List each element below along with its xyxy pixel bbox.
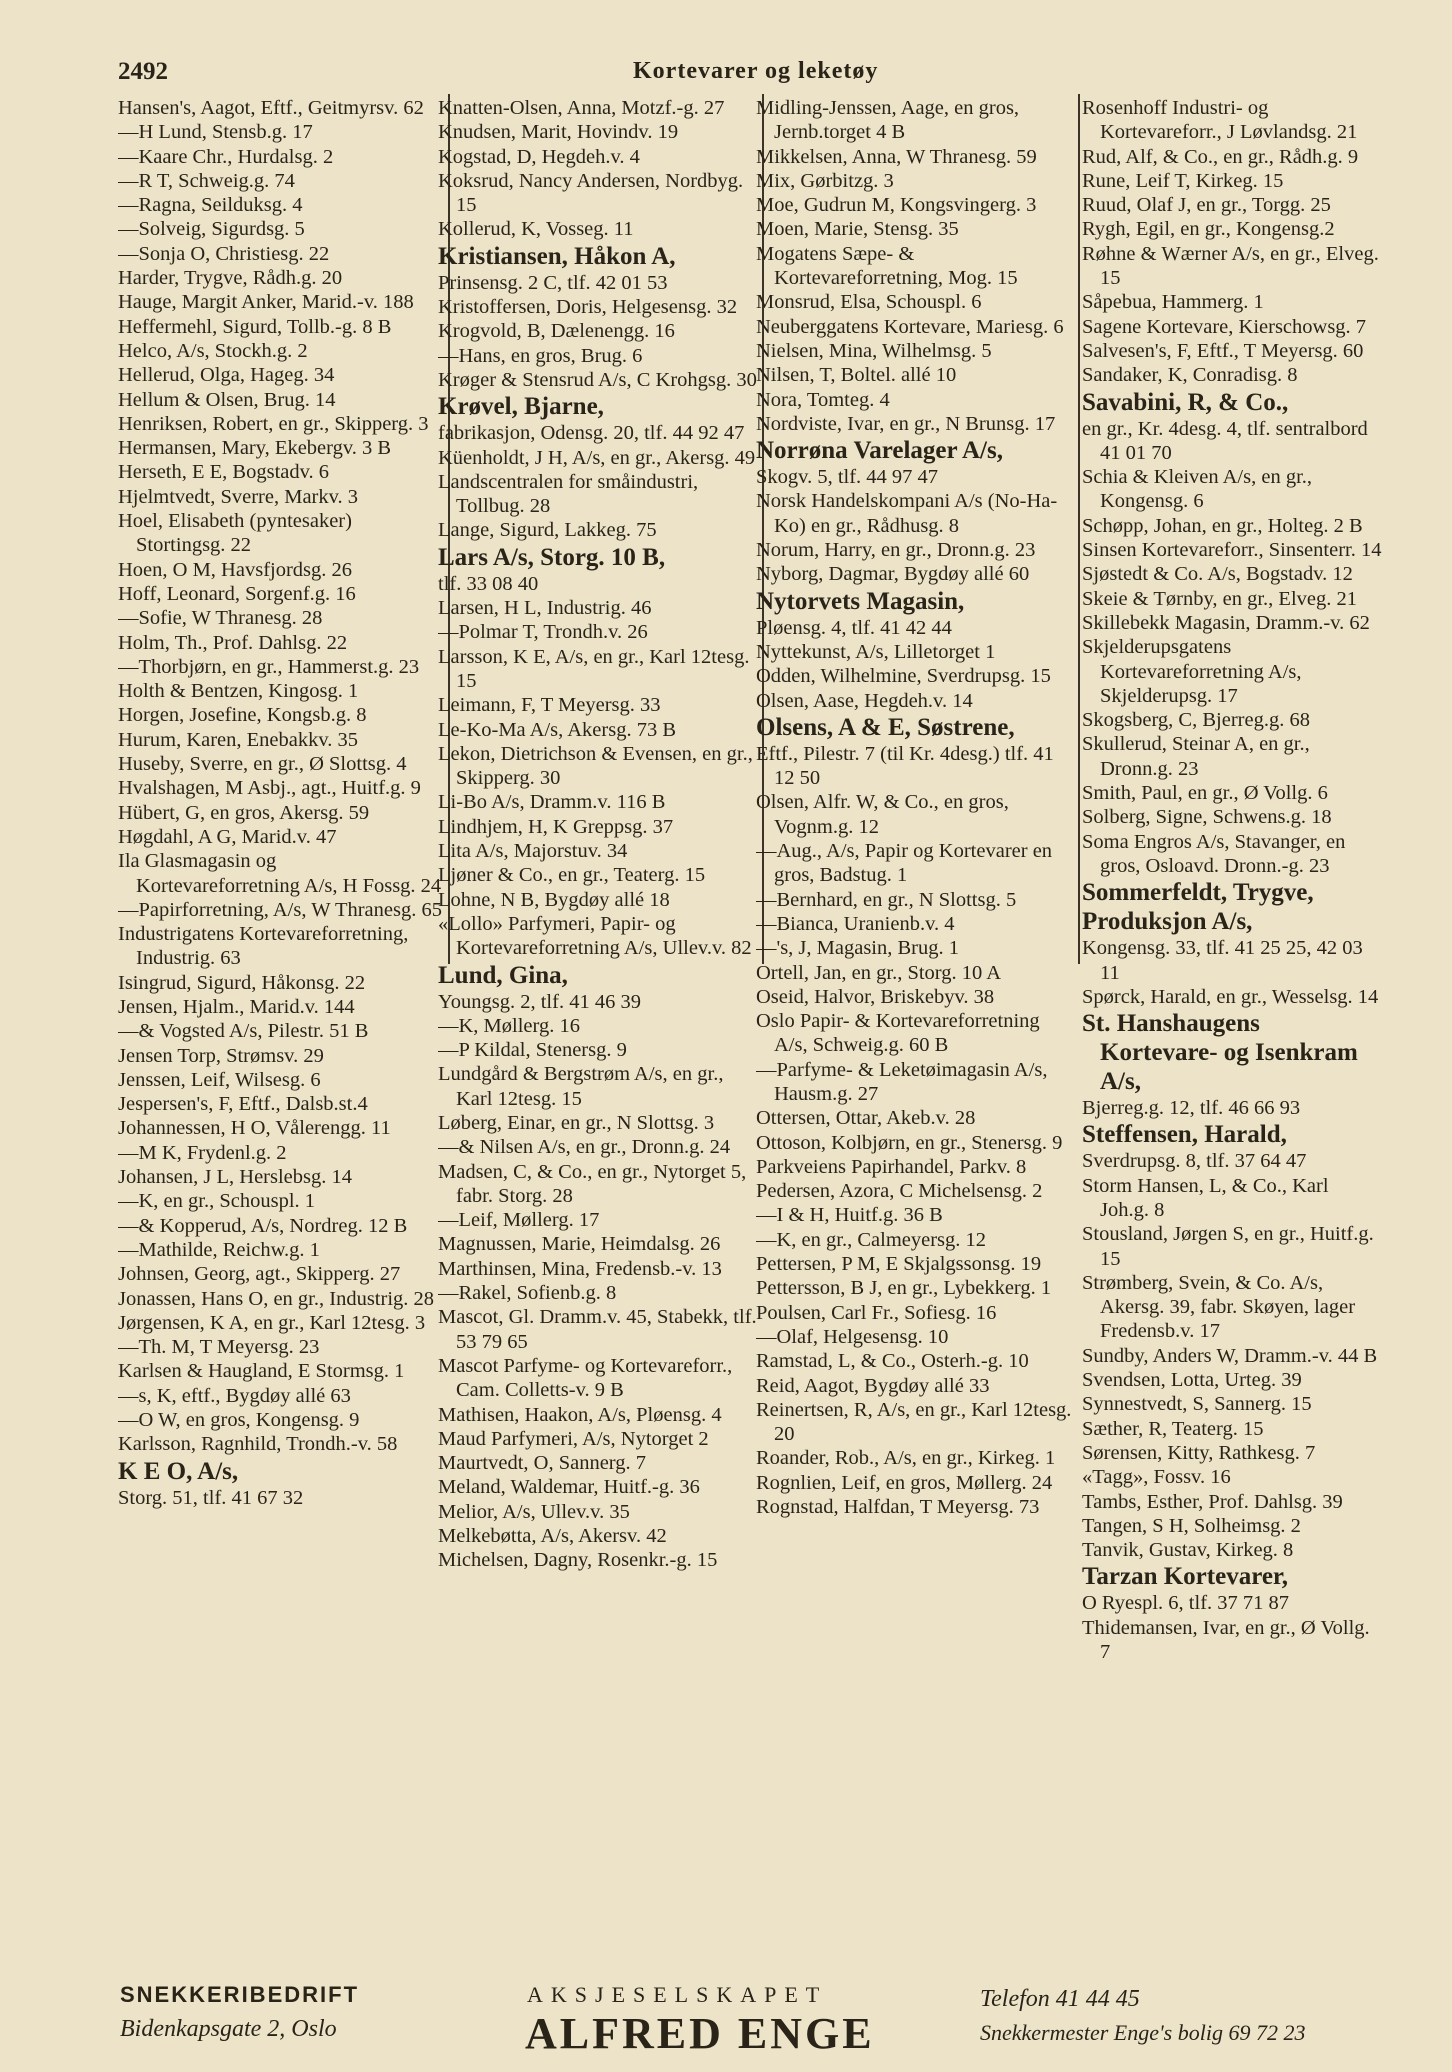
directory-entry: Nora, Tomteg. 4	[756, 388, 890, 411]
directory-entry: Maurtvedt, O, Sannerg. 7	[438, 1452, 647, 1475]
directory-entry: O Ryespl. 6, tlf. 37 71 87	[1082, 1592, 1290, 1615]
directory-entry: Spørck, Harald, en gr., Wesselsg. 14	[1082, 985, 1379, 1008]
directory-entry: Lekon, Dietrichson & Evensen, en gr., Skipperg. 30	[438, 742, 753, 790]
directory-entry: Lita A/s, Majorstuv. 34	[438, 840, 628, 863]
directory-entry: Sinsen Kortevareforr., Sinsenterr. 14	[1082, 539, 1382, 562]
directory-entry: —I & H, Huitf.g. 36 B	[756, 1204, 943, 1227]
directory-entry: Li-Bo A/s, Dramm.v. 116 B	[438, 791, 666, 814]
directory-entry: Hellum & Olsen, Brug. 14	[118, 388, 336, 411]
directory-entry: Ortell, Jan, en gr., Storg. 10 A	[756, 961, 1002, 984]
ad-company-name: ALFRED ENGE	[525, 2009, 875, 2058]
directory-entry: Ila Glasmagasin og Kortevareforretning A/s, H Fossg. 24	[118, 850, 442, 897]
directory-entry: Larsen, H L, Industrig. 46	[438, 597, 652, 620]
directory-entry: Lohne, N B, Bygdøy allé 18	[438, 888, 670, 911]
directory-entry: —Parfyme- & Leketøimagasin A/s, Hausm.g. 27	[756, 1058, 1048, 1105]
directory-entry: Leimann, F, T Meyersg. 33	[438, 694, 661, 717]
directory-entry: —s, K, eftf., Bygdøy allé 63	[118, 1384, 351, 1407]
directory-entry: Mascot Parfyme- og Kortevareforr., Cam. Colletts-v. 9 B	[438, 1354, 733, 1402]
directory-entry: Produksjon A/s,	[1082, 908, 1253, 936]
directory-entry: Holth & Bentzen, Kingosg. 1	[118, 680, 359, 703]
directory-entry: —Mathilde, Reichw.g. 1	[118, 1238, 320, 1261]
directory-entry: Magnussen, Marie, Heimdalsg. 26	[438, 1233, 721, 1256]
directory-entry: Sagene Kortevare, Kierschowsg. 7	[1082, 315, 1367, 338]
directory-entry: Nielsen, Mina, Wilhelmsg. 5	[756, 339, 992, 362]
directory-entry: Nilsen, T, Boltel. allé 10	[756, 364, 957, 387]
directory-entry: Moe, Gudrun M, Kongsvingerg. 3	[756, 194, 1037, 217]
directory-entry: Karlsen & Haugland, E Stormsg. 1	[118, 1360, 405, 1383]
directory-entry: Mathisen, Haakon, A/s, Pløensg. 4	[438, 1403, 722, 1426]
directory-entry: —Thorbjørn, en gr., Hammerst.g. 23	[118, 655, 420, 678]
directory-entry: Skjelderupsgatens Kortevareforretning A/s, Skjelderupsg. 17	[1082, 636, 1302, 707]
directory-entry: —Sonja O, Christiesg. 22	[118, 242, 330, 265]
directory-entry: Norum, Harry, en gr., Dronn.g. 23	[756, 539, 1036, 562]
directory-entry: Melkebøtta, A/s, Akersv. 42	[438, 1525, 667, 1548]
directory-entry: Reid, Aagot, Bygdøy allé 33	[756, 1374, 990, 1397]
directory-entry: Lars A/s, Storg. 10 B,	[438, 543, 666, 571]
directory-entry: —P Kildal, Stenersg. 9	[438, 1039, 627, 1062]
directory-entry: Jespersen's, F, Eftf., Dalsb.st.4	[118, 1093, 368, 1116]
directory-entry: Sandaker, K, Conradisg. 8	[1082, 364, 1298, 387]
directory-entry: —M K, Frydenl.g. 2	[118, 1141, 287, 1164]
directory-entry: Huseby, Sverre, en gr., Ø Slottsg. 4	[118, 753, 407, 776]
directory-entry: Ottoson, Kolbjørn, en gr., Stenersg. 9	[756, 1131, 1063, 1154]
directory-entry: Tanvik, Gustav, Kirkeg. 8	[1082, 1539, 1294, 1562]
directory-entry: Strømberg, Svein, & Co. A/s, Akersg. 39, fabr. Skøyen, lager Fredensb.v. 17	[1082, 1271, 1356, 1343]
directory-entry: Kristoffersen, Doris, Helgesensg. 32	[438, 296, 738, 319]
directory-entry: Odden, Wilhelmine, Sverdrupsg. 15	[756, 665, 1051, 688]
directory-entry: Hansen's, Aagot, Eftf., Geitmyrsv. 62	[118, 97, 424, 119]
page-number: 2492	[118, 58, 168, 85]
directory-entry: Ottersen, Ottar, Akeb.v. 28	[756, 1107, 976, 1130]
directory-entry: «Lollo» Parfymeri, Papir- og Kortevareforretning A/s, Ullev.v. 82	[438, 912, 752, 960]
page-title: Kortevarer og leketøy	[633, 58, 879, 84]
directory-entry: —Hans, en gros, Brug. 6	[438, 344, 643, 367]
directory-entry: Ljøner & Co., en gr., Teaterg. 15	[438, 864, 706, 887]
directory-entry: Henriksen, Robert, en gr., Skipperg. 3	[118, 412, 429, 435]
directory-entry: Larsson, K E, A/s, en gr., Karl 12tesg. 15	[438, 645, 750, 692]
directory-entry: Herseth, E E, Bogstadv. 6	[118, 461, 330, 484]
directory-entry: Pettersson, B J, en gr., Lybekkerg. 1	[756, 1277, 1052, 1300]
directory-entry: Rognstad, Halfdan, T Meyersg. 73	[756, 1496, 1040, 1519]
directory-entry: Krøger & Stensrud A/s, C Krohgsg. 30	[438, 368, 757, 391]
directory-entry: Rognlien, Leif, en gros, Møllerg. 24	[756, 1471, 1053, 1494]
directory-entry: —Ragna, Seilduksg. 4	[118, 194, 303, 217]
directory-entry: St. Hanshaugens Kortevare- og Isenkram A/s,	[1082, 1010, 1358, 1096]
directory-entry: Schøpp, Johan, en gr., Holteg. 2 B	[1082, 514, 1363, 537]
directory-entry: —Bianca, Uranienb.v. 4	[756, 912, 955, 935]
directory-entry: Le-Ko-Ma A/s, Akersg. 73 B	[438, 718, 677, 741]
directory-entry: Solberg, Signe, Schwens.g. 18	[1082, 806, 1332, 829]
directory-entry: Knudsen, Marit, Hovindv. 19	[438, 121, 679, 144]
directory-entry: Ruud, Olaf J, en gr., Torgg. 25	[1082, 194, 1331, 217]
directory-entry: —K, en gr., Calmeyersg. 12	[756, 1228, 987, 1251]
directory-entry: Storm Hansen, L, & Co., Karl Joh.g. 8	[1082, 1174, 1329, 1221]
directory-entry: Jørgensen, K A, en gr., Karl 12tesg. 3	[118, 1311, 426, 1334]
directory-entry: Synnestvedt, S, Sannerg. 15	[1082, 1393, 1312, 1416]
directory-entry: Jensen Torp, Strømsv. 29	[118, 1044, 324, 1067]
directory-entry: Hübert, G, en gros, Akersg. 59	[118, 801, 370, 824]
directory-entry: Mikkelsen, Anna, W Thranesg. 59	[756, 145, 1037, 168]
directory-entry: Nordviste, Ivar, en gr., N Brunsg. 17	[756, 412, 1056, 435]
directory-entry: Melior, A/s, Ullev.v. 35	[438, 1500, 630, 1523]
directory-entry: Olsens, A & E, Søstrene,	[756, 713, 1015, 741]
ad-home-phone: Snekkermester Enge's bolig 69 72 23	[980, 2020, 1306, 2045]
directory-entry: en gr., Kr. 4desg. 4, tlf. sentralbord 41 01 70	[1082, 417, 1368, 464]
directory-entry: Sørensen, Kitty, Rathkesg. 7	[1082, 1441, 1316, 1464]
directory-entry: Smith, Paul, en gr., Ø Vollg. 6	[1082, 782, 1328, 805]
directory-entry: Hauge, Margit Anker, Marid.-v. 188	[118, 291, 414, 314]
directory-column-2	[438, 96, 758, 1966]
directory-entry: Johnsen, Georg, agt., Skipperg. 27	[118, 1263, 401, 1286]
directory-entry: Mascot, Gl. Dramm.v. 45, Stabekk, tlf. 53 79 65	[438, 1306, 757, 1353]
directory-entry: Norrøna Varelager A/s,	[756, 437, 1003, 465]
directory-entry: Kristiansen, Håkon A,	[438, 242, 676, 270]
directory-entry: Industrigatens Kortevareforretning, Industrig. 63	[118, 923, 409, 970]
directory-column-3	[756, 96, 1074, 1966]
ad-company-form: AKSJESELSKAPET	[527, 1982, 828, 2007]
directory-entry: Skullerud, Steinar A, en gr., Dronn.g. 23	[1082, 733, 1310, 780]
directory-entry: Kogstad, D, Hegdeh.v. 4	[438, 145, 640, 168]
directory-entry: Midling-Jenssen, Aage, en gros, Jernb.torget 4 B	[756, 97, 1020, 144]
directory-entry: Krogvold, B, Dælenengg. 16	[438, 320, 675, 343]
page-header	[118, 58, 1328, 92]
directory-entry: Schia & Kleiven A/s, en gr., Kongensg. 6	[1082, 466, 1313, 513]
ad-phone: Telefon 41 44 45	[980, 1986, 1140, 2012]
directory-entry: Rosenhoff Industri- og Kortevareforr., J Løvlandsg. 21	[1082, 97, 1358, 144]
directory-entry: Salvesen's, F, Eftf., T Meyersg. 60	[1082, 339, 1364, 362]
directory-entry: Monsrud, Elsa, Schouspl. 6	[756, 291, 982, 314]
directory-entry: Moen, Marie, Stensg. 35	[756, 218, 959, 241]
directory-entry: Tarzan Kortevarer,	[1082, 1563, 1288, 1591]
directory-entry: Madsen, C, & Co., en gr., Nytorget 5, fabr. Storg. 28	[438, 1160, 747, 1207]
directory-entry: Helco, A/s, Stockh.g. 2	[118, 339, 308, 362]
directory-entry: Lundgård & Bergstrøm A/s, en gr., Karl 12tesg. 15	[438, 1063, 724, 1110]
directory-entry: Lindhjem, H, K Greppsg. 37	[438, 815, 674, 838]
directory-entry: Hellerud, Olga, Hageg. 34	[118, 364, 335, 387]
directory-column-4	[1082, 96, 1382, 1966]
directory-entry: —R T, Schweig.g. 74	[118, 169, 295, 192]
directory-entry: fabrikasjon, Odensg. 20, tlf. 44 92 47	[438, 422, 745, 445]
directory-entry: Oslo Papir- & Kortevareforretning A/s, Schweig.g. 60 B	[756, 1010, 1040, 1057]
directory-entry: Youngsg. 2, tlf. 41 46 39	[438, 990, 641, 1013]
directory-entry: Meland, Waldemar, Huitf.-g. 36	[438, 1476, 700, 1499]
directory-entry: Harder, Trygve, Rådh.g. 20	[118, 267, 343, 290]
directory-entry: Oseid, Halvor, Briskebyv. 38	[756, 985, 995, 1008]
directory-entry: Michelsen, Dagny, Rosenkr.-g. 15	[438, 1549, 718, 1572]
directory-entry: Koksrud, Nancy Andersen, Nordbyg. 15	[438, 169, 744, 217]
directory-entry: «Tagg», Fossv. 16	[1082, 1466, 1231, 1489]
directory-entry: Johannessen, H O, Vålerengg. 11	[118, 1117, 391, 1140]
directory-entry: Hvalshagen, M Asbj., agt., Huitf.g. 9	[118, 777, 421, 800]
directory-entry: Sjøstedt & Co. A/s, Bogstadv. 12	[1082, 563, 1353, 586]
directory-entry: Jonassen, Hans O, en gr., Industrig. 28	[118, 1287, 435, 1310]
directory-entry: Neuberggatens Kortevare, Mariesg. 6	[756, 315, 1064, 338]
directory-entry: Horgen, Josefine, Kongsb.g. 8	[118, 704, 367, 727]
directory-entry: Løberg, Einar, en gr., N Slottsg. 3	[438, 1111, 715, 1134]
directory-entry: Reinertsen, R, A/s, en gr., Karl 12tesg. 20	[756, 1398, 1072, 1446]
directory-entry: Sverdrupsg. 8, tlf. 37 64 47	[1082, 1150, 1307, 1173]
directory-entry: —Bernhard, en gr., N Slottsg. 5	[756, 888, 1017, 911]
directory-entry: Savabini, R, & Co.,	[1082, 388, 1289, 416]
directory-entry: Maud Parfymeri, A/s, Nytorget 2	[438, 1427, 709, 1450]
directory-column-1	[118, 96, 443, 1966]
directory-entry: tlf. 33 08 40	[438, 572, 539, 595]
directory-entry: Røhne & Wærner A/s, en gr., Elveg. 15	[1082, 242, 1379, 290]
directory-entry: Kollerud, K, Vosseg. 11	[438, 218, 634, 241]
directory-entry: Prinsensg. 2 C, tlf. 42 01 53	[438, 271, 668, 294]
directory-entry: Nyttekunst, A/s, Lilletorget 1	[756, 640, 996, 663]
ad-business-type: SNEKKERIBEDRIFT	[120, 1982, 360, 2007]
directory-entry: Olsen, Alfr. W, & Co., en gros, Vognm.g. 12	[756, 791, 1009, 838]
directory-entry: Lund, Gina,	[438, 961, 568, 989]
directory-entry: —Aug., A/s, Papir og Kortevarer en gros, Badstug. 1	[756, 840, 1053, 887]
directory-entry: Hoel, Elisabeth (pyntesaker) Stortingsg. 22	[118, 510, 352, 557]
directory-entry: —Papirforretning, A/s, W Thranesg. 65	[118, 898, 442, 921]
directory-entry: Tangen, S H, Solheimsg. 2	[1082, 1514, 1301, 1537]
directory-entry: Mix, Gørbitzg. 3	[756, 169, 894, 192]
directory-entry: —& Vogsted A/s, Pilestr. 51 B	[118, 1020, 369, 1043]
directory-entry: Rune, Leif T, Kirkeg. 15	[1082, 169, 1284, 192]
directory-entry: —Kaare Chr., Hurdalsg. 2	[118, 145, 334, 168]
directory-entry: Marthinsen, Mina, Fredensb.-v. 13	[438, 1257, 722, 1280]
directory-entry: Sommerfeldt, Trygve,	[1082, 879, 1314, 907]
directory-entry: —O W, en gros, Kongensg. 9	[118, 1409, 360, 1432]
directory-entry: Küenholdt, J H, A/s, en gr., Akersg. 49	[438, 446, 756, 469]
directory-entry: Thidemansen, Ivar, en gr., Ø Vollg. 7	[1082, 1616, 1370, 1664]
directory-entry: Sæther, R, Teaterg. 15	[1082, 1417, 1264, 1440]
directory-entry: Høgdahl, A G, Marid.v. 47	[118, 825, 337, 848]
directory-entry: —K, en gr., Schouspl. 1	[118, 1190, 316, 1213]
directory-entry: —'s, J, Magasin, Brug. 1	[756, 937, 959, 960]
directory-entry: —Rakel, Sofienb.g. 8	[438, 1282, 617, 1305]
directory-entry: Knatten-Olsen, Anna, Motzf.-g. 27	[438, 97, 725, 119]
directory-entry: Hermansen, Mary, Ekebergv. 3 B	[118, 437, 392, 460]
directory-entry: Hoff, Leonard, Sorgenf.g. 16	[118, 582, 356, 605]
directory-entry: —H Lund, Stensb.g. 17	[118, 121, 313, 144]
directory-entry: Bjerreg.g. 12, tlf. 46 66 93	[1082, 1097, 1301, 1120]
directory-entry: Hoen, O M, Havsfjordsg. 26	[118, 558, 353, 581]
directory-entry: Poulsen, Carl Fr., Sofiesg. 16	[756, 1301, 997, 1324]
directory-entry: Olsen, Aase, Hegdeh.v. 14	[756, 689, 973, 712]
directory-entry: Tambs, Esther, Prof. Dahlsg. 39	[1082, 1490, 1343, 1513]
directory-entry: —Leif, Møllerg. 17	[438, 1209, 600, 1232]
directory-entry: Steffensen, Harald,	[1082, 1121, 1287, 1149]
directory-entry: Heffermehl, Sigurd, Tollb.-g. 8 B	[118, 315, 392, 338]
directory-entry: Skogsberg, C, Bjerreg.g. 68	[1082, 709, 1310, 732]
directory-entry: —& Nilsen A/s, en gr., Dronn.g. 24	[438, 1136, 731, 1159]
directory-entry: —Sofie, W Thranesg. 28	[118, 607, 323, 630]
directory-entry: Storg. 51, tlf. 41 67 32	[118, 1486, 304, 1509]
advertisement-footer	[120, 1982, 1380, 2072]
directory-entry: Hurum, Karen, Enebakkv. 35	[118, 728, 359, 751]
directory-entry: Holm, Th., Prof. Dahlsg. 22	[118, 631, 348, 654]
directory-entry: Skillebekk Magasin, Dramm.-v. 62	[1082, 611, 1370, 634]
directory-entry: —Olaf, Helgesensg. 10	[756, 1325, 949, 1348]
directory-entry: Stousland, Jørgen S, en gr., Huitf.g. 15	[1082, 1223, 1374, 1270]
directory-entry: Skogv. 5, tlf. 44 97 47	[756, 466, 939, 489]
directory-entry: —Solveig, Sigurdsg. 5	[118, 218, 305, 241]
directory-entry: Lange, Sigurd, Lakkeg. 75	[438, 519, 657, 542]
directory-entry: Roander, Rob., A/s, en gr., Kirkeg. 1	[756, 1447, 1056, 1470]
directory-entry: Soma Engros A/s, Stavanger, en gros, Osloavd. Dronn.-g. 23	[1082, 830, 1346, 877]
directory-entry: Skeie & Tørnby, en gr., Elveg. 21	[1082, 587, 1357, 610]
ad-address: Bidenkapsgate 2, Oslo	[120, 2016, 337, 2042]
directory-entry: Sundby, Anders W, Dramm.-v. 44 B	[1082, 1344, 1378, 1367]
directory-entry: —K, Møllerg. 16	[438, 1014, 580, 1037]
directory-entry: Mogatens Sæpe- & Kortevareforretning, Mog. 15	[756, 242, 1018, 290]
directory-entry: Rygh, Egil, en gr., Kongensg.2	[1082, 218, 1335, 241]
directory-entry: Karlsson, Ragnhild, Trondh.-v. 58	[118, 1433, 398, 1456]
column-divider	[1078, 94, 1080, 964]
directory-entry: Ramstad, L, & Co., Osterh.-g. 10	[756, 1350, 1029, 1373]
directory-entry: K E O, A/s,	[118, 1457, 239, 1485]
directory-entry: Parkveiens Papirhandel, Parkv. 8	[756, 1155, 1027, 1178]
directory-entry: Pedersen, Azora, C Michelsensg. 2	[756, 1180, 1043, 1203]
directory-entry: Nyborg, Dagmar, Bygdøy allé 60	[756, 563, 1030, 586]
directory-entry: Rud, Alf, & Co., en gr., Rådh.g. 9	[1082, 145, 1359, 168]
directory-entry: Jensen, Hjalm., Marid.v. 144	[118, 995, 355, 1018]
directory-entry: Johansen, J L, Herslebsg. 14	[118, 1166, 353, 1189]
directory-entry: Hjelmtvedt, Sverre, Markv. 3	[118, 485, 359, 508]
directory-entry: Svendsen, Lotta, Urteg. 39	[1082, 1369, 1302, 1392]
directory-entry: Krøvel, Bjarne,	[438, 393, 604, 421]
directory-entry: Pløensg. 4, tlf. 41 42 44	[756, 616, 952, 639]
directory-entry: Jenssen, Leif, Wilsesg. 6	[118, 1068, 321, 1091]
directory-entry: —& Kopperud, A/s, Nordreg. 12 B	[118, 1214, 408, 1237]
directory-entry: Landscentralen for småindustri, Tollbug. 28	[438, 470, 699, 518]
directory-entry: Pettersen, P M, E Skjalgssonsg. 19	[756, 1253, 1042, 1276]
directory-entry: Norsk Handelskompani A/s (No-Ha-Ko) en gr., Rådhusg. 8	[756, 490, 1058, 537]
directory-entry: Eftf., Pilestr. 7 (til Kr. 4desg.) tlf. 41 12 50	[756, 742, 1054, 790]
directory-entry: —Th. M, T Meyersg. 23	[118, 1336, 320, 1359]
directory-entry: Nytorvets Magasin,	[756, 587, 965, 615]
directory-entry: Kongensg. 33, tlf. 41 25 25, 42 03 11	[1082, 937, 1363, 984]
directory-entry: Isingrud, Sigurd, Håkonsg. 22	[118, 971, 366, 994]
directory-entry: Såpebua, Hammerg. 1	[1082, 291, 1264, 314]
directory-entry: —Polmar T, Trondh.v. 26	[438, 621, 648, 644]
